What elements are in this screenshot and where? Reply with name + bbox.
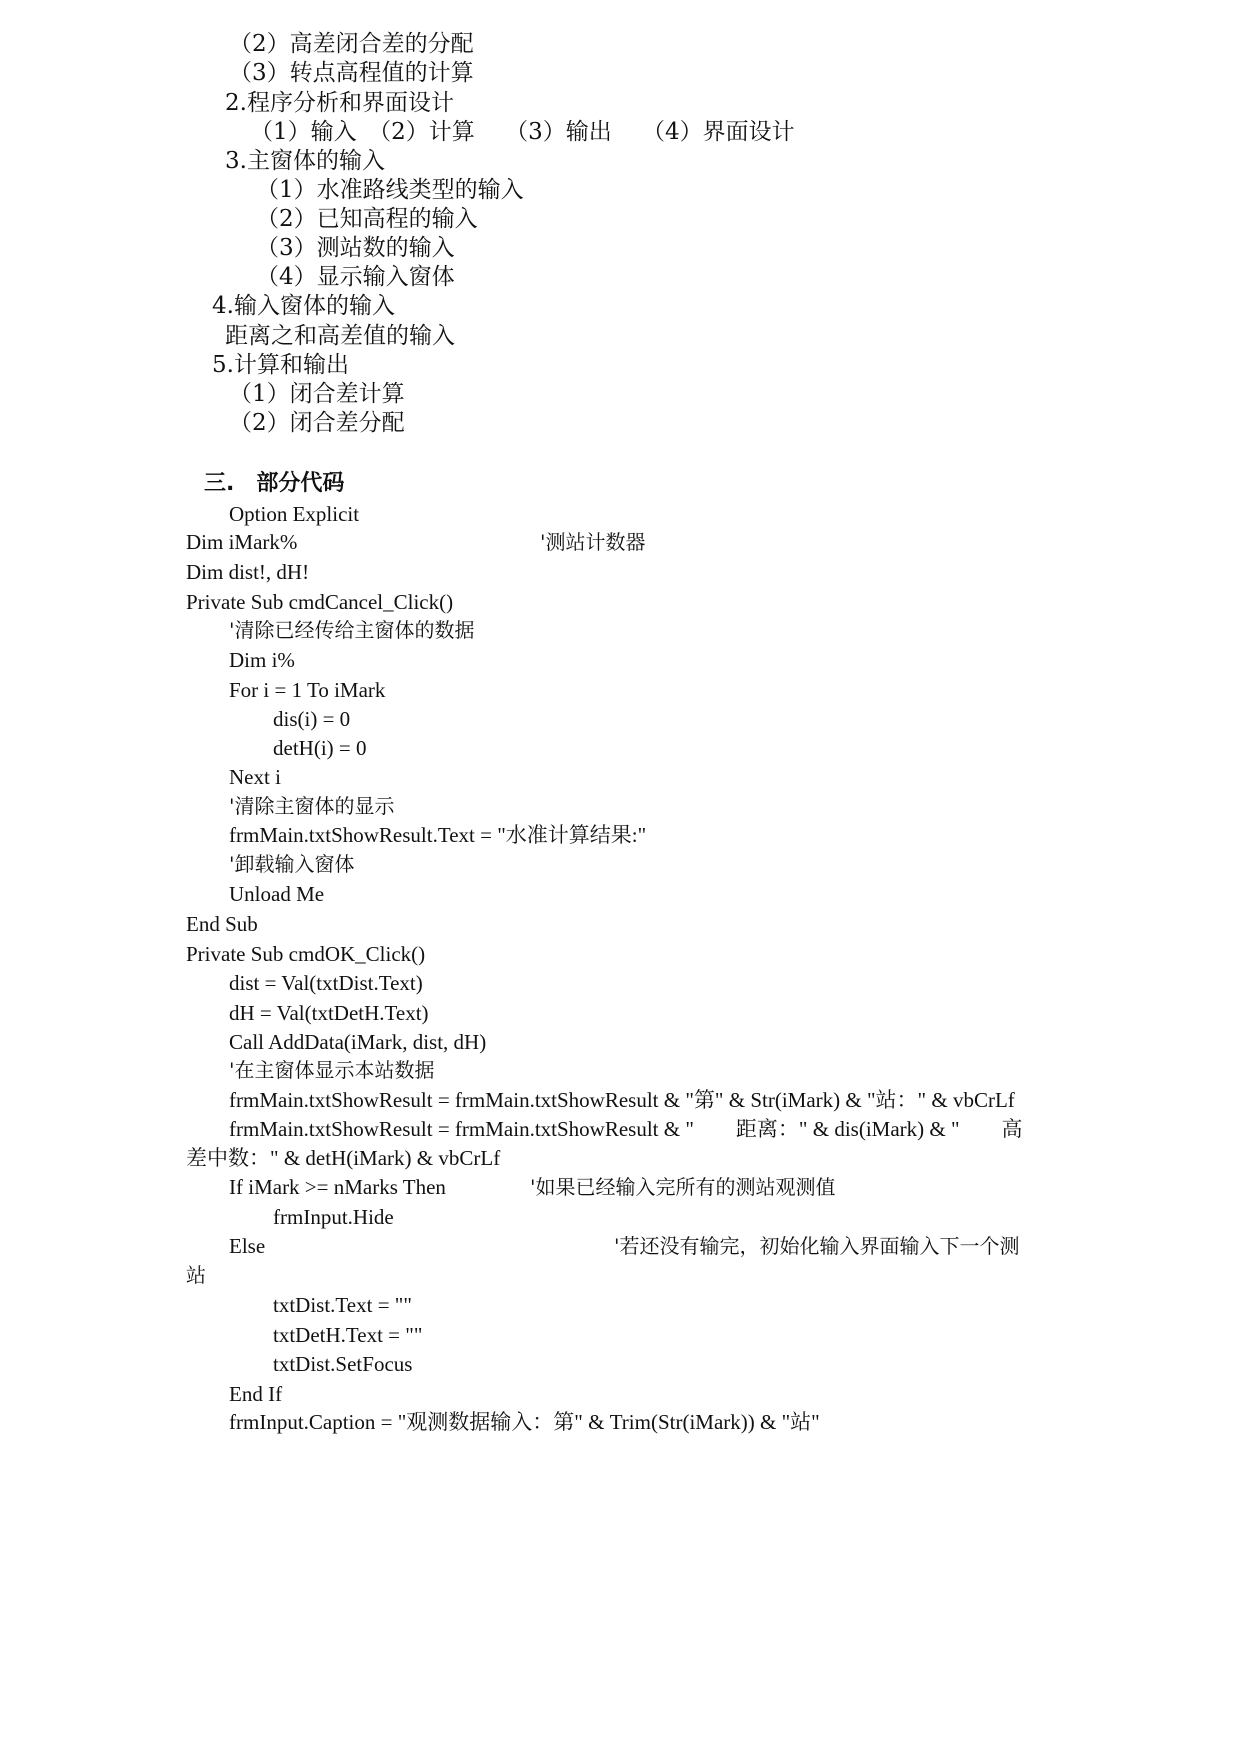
code-if-line: If iMark >= nMarks Then [229,1175,446,1199]
code-hide: frmInput.Hide [273,1205,394,1229]
code-dim-dist: Dim dist!, dH! [186,560,310,584]
code-caption: frmInput.Caption = "观测数据输入：第" & Trim(Str(iMark)) & "站" [229,1410,820,1434]
outline-item-io-design: （1）输入 （2）计算 （3）输出 （4）界面设计 [250,119,795,145]
code-sub-cancel: Private Sub cmdCancel_Click() [186,590,454,614]
code-comment-next-station-b: 站 [186,1263,206,1287]
outline-heading-program-analysis: 2.程序分析和界面设计 [225,90,454,116]
outline-heading-main-form-input: 3.主窗体的输入 [225,148,385,174]
section-heading: 三. 部分代码 [204,471,345,496]
code-sub-ok: Private Sub cmdOK_Click() [186,942,426,966]
code-next-i: Next i [229,765,281,789]
code-end-if: End If [229,1382,283,1406]
code-dh-assign: dH = Val(txtDetH.Text) [229,1001,429,1025]
code-set-text: frmMain.txtShowResult.Text = "水准计算结果:" [229,823,647,847]
code-for-loop: For i = 1 To iMark [229,678,386,702]
code-comment-all-input: '如果已经输入完所有的测站观测值 [530,1175,836,1199]
outline-item-known-elevation: （2）已知高程的输入 [256,206,478,232]
outline-item-route-type: （1）水准路线类型的输入 [256,177,524,203]
outline-item-turning-point-elevation: （3）转点高程值的计算 [229,60,474,86]
code-call-add: Call AddData(iMark, dist, dH) [229,1030,487,1054]
code-comment-show-station: '在主窗体显示本站数据 [229,1058,435,1082]
code-show-line-2b: 差中数：" & detH(iMark) & vbCrLf [186,1146,501,1170]
code-comment-clear-display: '清除主窗体的显示 [229,794,395,818]
code-dim-i: Dim i% [229,648,295,672]
outline-item-closure-allocation: （2）闭合差分配 [229,410,405,436]
code-end-sub: End Sub [186,912,258,936]
code-comment-station-counter: '测站计数器 [540,530,646,554]
outline-item-height-diff-allocation: （2）高差闭合差的分配 [229,31,474,57]
outline-item-closure-calc: （1）闭合差计算 [229,381,405,407]
code-option-explicit: Option Explicit [229,502,360,526]
code-clear-dist: txtDist.Text = "" [273,1293,412,1317]
code-dis-zero: dis(i) = 0 [273,707,351,731]
code-clear-deth: txtDetH.Text = "" [273,1323,423,1347]
code-unload: Unload Me [229,882,325,906]
outline-item-distance-height: 距离之和高差值的输入 [225,323,455,349]
code-set-focus: txtDist.SetFocus [273,1352,413,1376]
code-show-line-2a: frmMain.txtShowResult = frmMain.txtShowResult & " 距离：" & dis(iMark) & " 高 [229,1117,1023,1141]
outline-item-show-input-form: （4）显示输入窗体 [256,264,455,290]
code-show-line-1: frmMain.txtShowResult = frmMain.txtShowResult & "第" & Str(iMark) & "站：" & vbCrLf [229,1088,1015,1112]
code-else: Else [229,1234,266,1258]
code-comment-clear-data: '清除已经传给主窗体的数据 [229,618,475,642]
code-comment-unload: '卸载输入窗体 [229,852,355,876]
code-dim-imark: Dim iMark% [186,530,298,554]
code-comment-next-station-a: '若还没有输完，初始化输入界面输入下一个测 [614,1234,1020,1258]
code-dist-assign: dist = Val(txtDist.Text) [229,971,423,995]
code-deth-zero: detH(i) = 0 [273,736,367,760]
outline-item-station-count: （3）测站数的输入 [256,235,455,261]
outline-heading-calc-output: 5.计算和输出 [212,352,349,378]
outline-heading-input-form: 4.输入窗体的输入 [212,293,395,319]
